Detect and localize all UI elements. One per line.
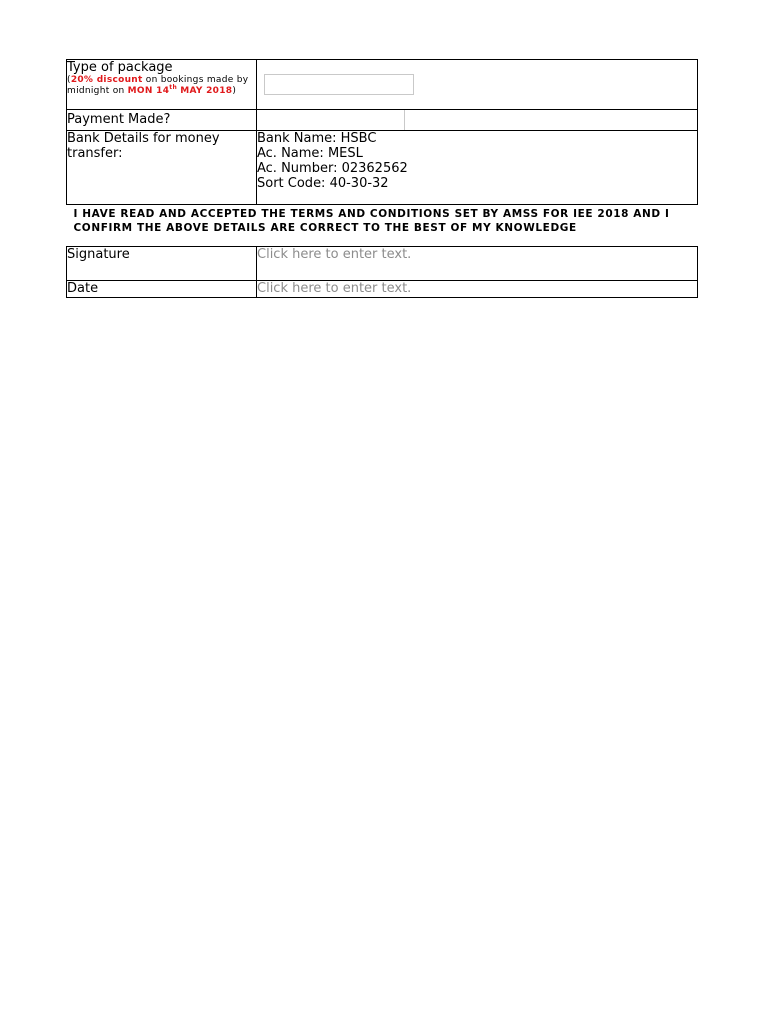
signature-row [67, 247, 698, 281]
payment-value-cell [257, 110, 698, 131]
discount-note [67, 75, 256, 97]
payment-made-field[interactable] [264, 110, 405, 130]
package-dropdown[interactable] [264, 74, 414, 95]
booking-form-table [66, 59, 698, 298]
deadline-date-suffix: th [169, 84, 178, 91]
sort-code: Sort Code: 40-30-32 [257, 176, 389, 191]
discount-highlight: 20% discount [70, 75, 143, 85]
date-row [67, 281, 698, 298]
date-input[interactable]: Click here to enter text. [257, 281, 412, 296]
signature-input[interactable]: Click here to enter text. [257, 247, 412, 262]
declaration-row [67, 205, 698, 247]
bank-label-cell [67, 131, 257, 205]
signature-label: Signature [67, 247, 130, 262]
declaration-text: I HAVE READ AND ACCEPTED THE TERMS AND CONDITIONS SET BY AMSS FOR IEE 2018 AND I CONFIRM THE ABOVE DETAILS ARE CORRECT TO THE BEST OF MY KNOWLEDGE [73, 208, 670, 234]
deadline-date: MON 14 [127, 86, 170, 96]
date-value-cell [257, 281, 698, 298]
date-label: Date [67, 281, 99, 296]
package-label-cell [67, 60, 257, 110]
package-row [67, 60, 698, 110]
bank-details-cell [257, 131, 698, 205]
deadline-year: MAY 2018 [180, 86, 233, 96]
package-label: Type of package [67, 60, 173, 75]
date-label-cell [67, 281, 257, 298]
payment-label: Payment Made? [67, 112, 171, 127]
note-close: ) [232, 86, 237, 96]
payment-row [67, 110, 698, 131]
payment-label-cell [67, 110, 257, 131]
bank-row [67, 131, 698, 205]
account-name: Ac. Name: MESL [257, 146, 363, 161]
note-middle: on bookings made by midnight on [67, 75, 249, 96]
signature-label-cell [67, 247, 257, 281]
bank-name: Bank Name: HSBC [257, 131, 377, 146]
signature-value-cell [257, 247, 698, 281]
package-value-cell [257, 60, 698, 110]
note-open: ( [67, 75, 71, 85]
account-number: Ac. Number: 02362562 [257, 161, 408, 176]
bank-label: Bank Details for money transfer: [67, 131, 220, 161]
